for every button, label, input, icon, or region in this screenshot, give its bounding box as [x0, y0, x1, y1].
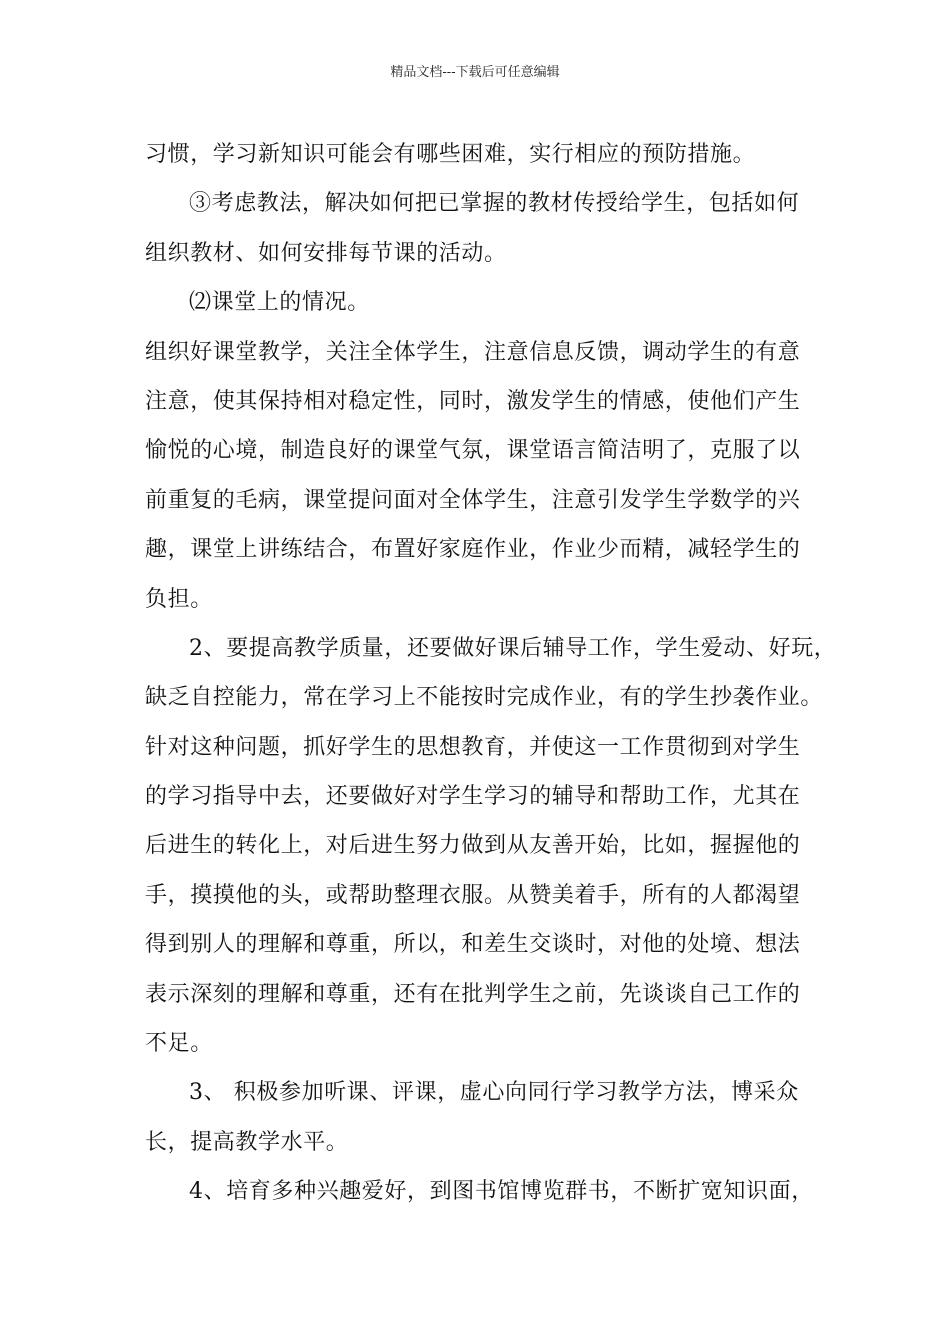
- text-line-6: 注意，使其保持相对稳定性，同时，激发学生的情感，使他们产生: [145, 388, 801, 414]
- text-line-7: 愉悦的心境，制造良好的课堂气氛，课堂语言简洁明了，克服了以: [145, 438, 801, 464]
- text-line-11: 2、要提高教学质量，还要做好课后辅导工作，学生爱动、好玩，: [189, 635, 837, 661]
- text-line-3: 组织教材、如何安排每节课的活动。: [145, 240, 507, 266]
- text-line-1: 习惯，学习新知识可能会有哪些困难，实行相应的预防措施。: [145, 142, 756, 167]
- text-line-10: 负担。: [145, 586, 213, 612]
- text-line-2: ③考虑教法，解决如何把已掌握的教材传授给学生，包括如何: [189, 191, 800, 217]
- document-body: [145, 130, 837, 1217]
- text-line-12: 缺乏自控能力，常在学习上不能按时完成作业，有的学生抄袭作业。: [145, 685, 824, 711]
- text-line-20: 3、 积极参加听课、评课，虚心向同行学习教学方法，博采众: [189, 1080, 799, 1106]
- page-header: 精品文档---下载后可任意编辑: [390, 65, 560, 80]
- text-line-19: 不足。: [145, 1031, 213, 1057]
- text-line-9: 趣，课堂上讲练结合，布置好家庭作业，作业少而精，减轻学生的: [145, 537, 801, 563]
- text-line-8: 前重复的毛病，课堂提问面对全体学生，注意引发学生学数学的兴: [145, 487, 801, 513]
- text-line-14: 的学习指导中去，还要做好对学生学习的辅导和帮助工作，尤其在: [145, 784, 801, 810]
- text-line-13: 针对这种问题，抓好学生的思想教育，并使这一工作贯彻到对学生: [145, 734, 801, 760]
- text-line-18: 表示深刻的理解和尊重，还有在批判学生之前，先谈谈自己工作的: [145, 981, 801, 1007]
- text-line-22: 4、培育多种兴趣爱好，到图书馆博览群书，不断扩宽知识面，: [189, 1179, 814, 1205]
- text-line-5: 组织好课堂教学，关注全体学生，注意信息反馈，调动学生的有意: [145, 339, 801, 365]
- text-line-16: 手，摸摸他的头，或帮助整理衣服。从赞美着手，所有的人都渴望: [145, 882, 801, 908]
- text-line-17: 得到别人的理解和尊重，所以，和差生交谈时，对他的处境、想法: [145, 932, 801, 958]
- text-line-15: 后进生的转化上，对后进生努力做到从友善开始，比如，握握他的: [145, 833, 801, 859]
- text-line-4: ⑵课堂上的情况。: [189, 290, 370, 316]
- text-line-21: 长，提高教学水平。: [145, 1129, 349, 1155]
